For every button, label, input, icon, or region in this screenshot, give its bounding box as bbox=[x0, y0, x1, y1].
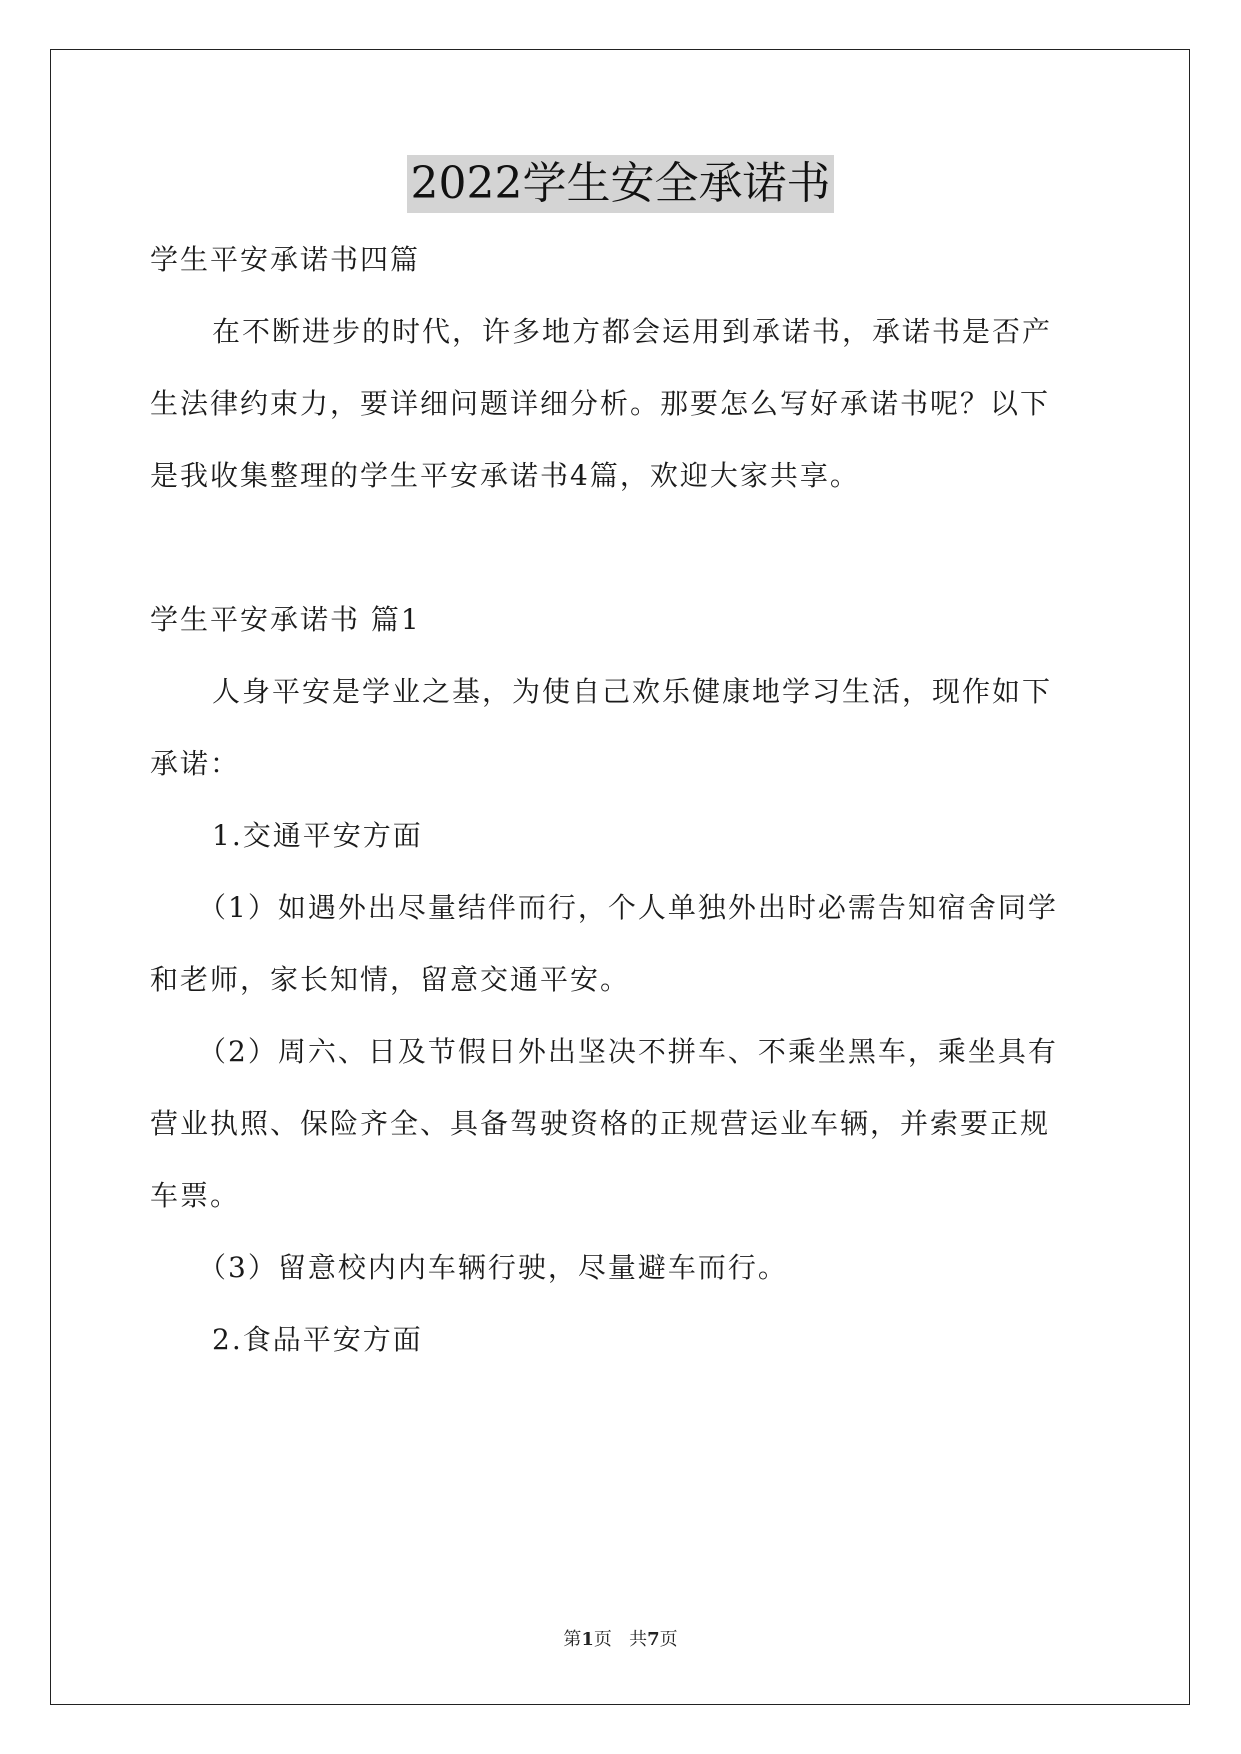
page-border bbox=[50, 49, 1190, 1705]
intro-line: 生法律约束力，要详细问题详细分析。那要怎么写好承诺书呢？以下 bbox=[150, 387, 1051, 420]
body-line: （1）如遇外出尽量结伴而行，个人单独外出时必需告知宿舍同学 bbox=[198, 891, 1058, 924]
body-line: 营业执照、保险齐全、具备驾驶资格的正规营运业车辆，并索要正规 bbox=[150, 1107, 1051, 1140]
list-heading: 1.交通平安方面 bbox=[212, 819, 423, 852]
list-heading: 2.食品平安方面 bbox=[212, 1323, 423, 1356]
body-line: 车票。 bbox=[150, 1179, 241, 1212]
title-container bbox=[0, 155, 1241, 213]
footer-mid: 页 共 bbox=[593, 1629, 648, 1650]
intro-line: 在不断进步的时代，许多地方都会运用到承诺书，承诺书是否产 bbox=[212, 315, 1053, 348]
section-heading: 学生平安承诺书 篇1 bbox=[150, 603, 421, 636]
body-line: 承诺： bbox=[150, 747, 241, 780]
body-line: （3）留意校内内车辆行驶，尽量避车而行。 bbox=[198, 1251, 788, 1284]
page-footer bbox=[0, 1628, 1241, 1652]
body-line: 和老师，家长知情，留意交通平安。 bbox=[150, 963, 631, 996]
document-title: 2022学生安全承诺书 bbox=[407, 155, 835, 213]
body-line: 人身平安是学业之基，为使自己欢乐健康地学习生活，现作如下 bbox=[212, 675, 1053, 708]
body-line: （2）周六、日及节假日外出坚决不拼车、不乘坐黑车，乘坐具有 bbox=[198, 1035, 1058, 1068]
footer-total-pages: 7 bbox=[647, 1629, 660, 1650]
footer-page-number: 1 bbox=[581, 1629, 594, 1650]
subtitle: 学生平安承诺书四篇 bbox=[150, 243, 421, 276]
footer-suffix: 页 bbox=[659, 1629, 678, 1650]
intro-line: 是我收集整理的学生平安承诺书4篇，欢迎大家共享。 bbox=[150, 459, 860, 492]
footer-prefix: 第 bbox=[563, 1629, 582, 1650]
